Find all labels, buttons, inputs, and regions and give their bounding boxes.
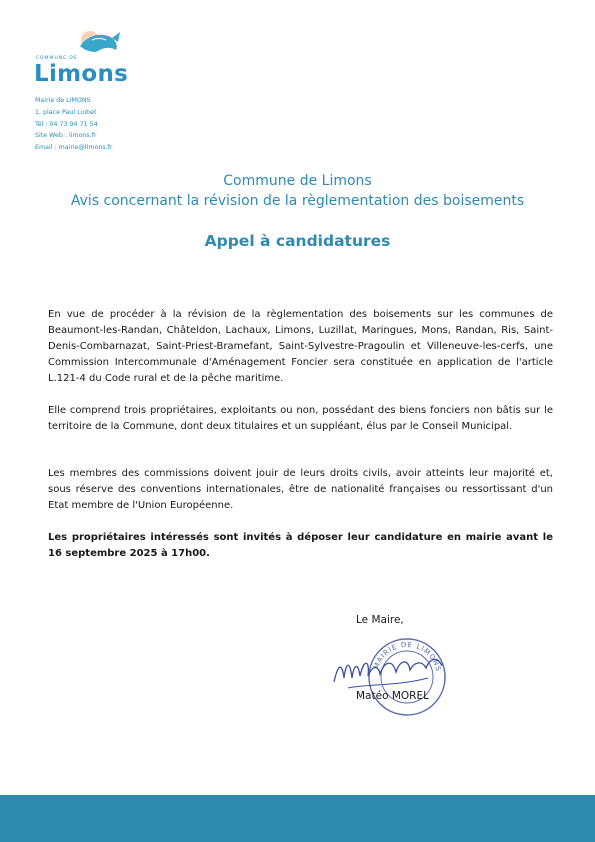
logo-name: Limons <box>34 61 129 87</box>
header-line-1: Commune de Limons <box>223 173 372 189</box>
body-paragraph-3: Les membres des commissions doivent jouir de leurs droits civils, avoir atteints leur majorité et, sous réserve des conventions internationales, être de nationalité françaises ou ressortissant d'un Etat membre de l'Union Européenne. <box>48 468 553 511</box>
body-paragraph-2: Elle comprend trois propriétaires, exploitants ou non, possédant des biens fonciers non bâtis sur le territoire de la Commune, dont deux titulaires et un suppléant, élus par le Conseil Municipal. <box>48 405 553 432</box>
mayor-name: Matéo MOREL <box>356 690 429 702</box>
header-line-2: Avis concernant la révision de la règlementation des boisements <box>70 193 525 209</box>
commune-logo <box>32 28 132 90</box>
contact-line: 1, place Paul Liobet <box>35 108 97 116</box>
contact-line: Site Web : limons.fr <box>35 132 97 140</box>
body-paragraph-1: En vue de procéder à la révision de la règlementation des boisements sur les communes de Beaumont-les-Randan, Châteldon, Lachaux, Limons, Luzillat, Maringues, Mons, Randan, Ris, Saint-Denis-Combarnazat, Saint-Priest-Bramefant, Saint-Sylvestre-Pragoulin et Villeneuve-les-cerfs, une Commission Intercommunale d'Aménagement Foncier sera constituée en application de l'article L.121-4 du Code rural et de la pêche maritime. <box>48 309 553 384</box>
contact-line: Email : mairie@limons.fr <box>35 144 113 152</box>
body-paragraph-4: Les propriétaires intéressés sont invités à déposer leur candidature en mairie avant le 16 septembre 2025 à 17h00. <box>48 532 553 559</box>
contact-line: Tél : 04 73 94 71 54 <box>35 120 98 128</box>
mayor-label: Le Maire, <box>356 614 404 626</box>
stamp-text: MAIRIE DE LIMONS <box>372 640 443 673</box>
contact-line: Mairie de LIMONS <box>35 97 91 104</box>
footer-band <box>0 795 595 842</box>
contact-block <box>35 95 112 154</box>
logo-small-text: COMMUNE DE <box>36 56 78 61</box>
page-subtitle: Appel à candidatures <box>204 232 391 250</box>
